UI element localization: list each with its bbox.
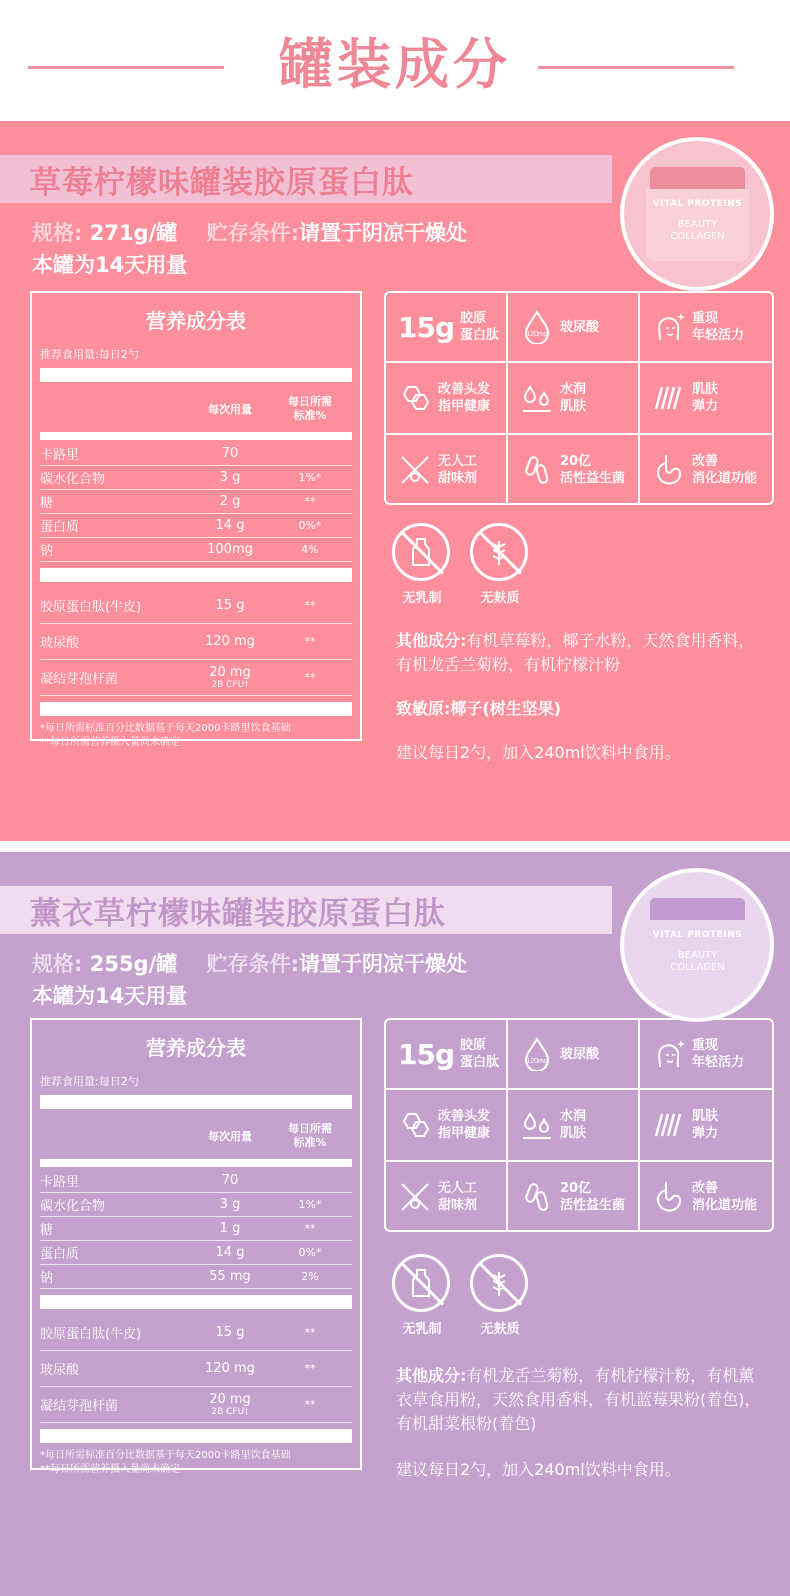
- benefit-grid: [384, 291, 774, 505]
- nutrient-name: 碳水化合物: [40, 472, 106, 487]
- nutrient-daily-value: **: [304, 495, 316, 508]
- col-per-serving: 每次用量: [208, 403, 252, 416]
- benefit-label: 改善 消化道功能: [692, 454, 758, 486]
- product-name: 薰衣草柠檬味罐装胶原蛋白肽: [0, 886, 612, 934]
- other-ingredients-value: 有机龙舌兰菊粉，有机柠檬汁粉，有机薰衣草食用粉，天然食用香料，有机蓝莓果粉(着色)，有机甜菜根粉(着色): [396, 1366, 761, 1433]
- nutrient-amount: 20 mg 2B CFU†: [209, 665, 251, 690]
- spec-value: 255g/罐: [89, 952, 178, 976]
- nutrient-daily-value: 4%: [301, 543, 319, 556]
- spec-label: 规格:: [32, 952, 83, 976]
- nutrient-amount: 120 mg: [205, 1361, 255, 1376]
- product-section-strawberry: [0, 121, 790, 841]
- allergen-value: 椰子(树生坚果): [450, 699, 562, 718]
- table-row: [40, 1315, 352, 1351]
- table-row: [40, 1351, 352, 1387]
- other-ingredients-label: 其他成分:: [396, 1366, 467, 1385]
- nutrient-amount: 55 mg: [209, 1269, 251, 1284]
- storage-label: 贮存条件:: [206, 952, 299, 976]
- benefit-label: 肌肤 弹力: [692, 382, 719, 414]
- nutrient-amount: 14 g: [215, 518, 245, 533]
- benefit-label: 无人工 甜味剂: [438, 1181, 478, 1213]
- other-ingredients: [396, 1364, 766, 1436]
- gluten-free-badge: [470, 1254, 530, 1337]
- table-row: [40, 466, 352, 490]
- benefit-label: 改善头发 指甲健康: [438, 1109, 491, 1141]
- benefit-label: 水润 肌肤: [560, 382, 587, 414]
- benefit-label: 肌肤 弹力: [692, 1109, 719, 1141]
- nutrient-name: 碳水化合物: [40, 1199, 106, 1214]
- svg-text:120mg: 120mg: [526, 331, 548, 338]
- free-from-badges: [392, 1254, 530, 1337]
- gluten-free-badge: [470, 523, 530, 606]
- gluten-free-label: 无麸质: [480, 591, 520, 606]
- nutrient-name: 钠: [40, 544, 54, 559]
- nutrient-amount: 100mg: [207, 542, 253, 557]
- storage-label: 贮存条件:: [206, 221, 299, 245]
- table-row: [40, 1193, 352, 1217]
- face-sparkle-icon: [652, 310, 686, 344]
- nutrient-daily-value: **: [304, 1398, 316, 1411]
- jar-lid: [650, 898, 745, 920]
- suggestion: 建议每日2勺，加入240ml饮料中食用。: [396, 1460, 681, 1479]
- benefit-label: 胶原 蛋白肽: [460, 311, 500, 343]
- spec-info: [32, 948, 467, 1012]
- table-divider: [40, 1429, 352, 1443]
- spec-label: 规格:: [32, 221, 83, 245]
- no-gluten-icon: [470, 1254, 528, 1312]
- nutrient-amount: 15 g: [215, 1325, 245, 1340]
- benefit-item: [640, 1020, 772, 1090]
- collagen-15g-icon: 15g: [398, 310, 455, 344]
- nutrient-name: 胶原蛋白肽(牛皮): [40, 600, 142, 615]
- benefit-label: 改善头发 指甲健康: [438, 382, 491, 414]
- face-sparkle-icon: [652, 1037, 686, 1071]
- nutrient-amount: 20 mg 2B CFU†: [209, 1392, 251, 1417]
- page-header: [0, 0, 790, 120]
- benefit-label: 胶原 蛋白肽: [460, 1038, 500, 1070]
- hyaluronic-acid-drop-icon: [520, 310, 554, 344]
- dairy-free-badge: [392, 523, 452, 606]
- no-sweetener-icon: [398, 1180, 432, 1214]
- spec-info: [32, 217, 467, 281]
- nutrient-amount: 14 g: [215, 1245, 245, 1260]
- table-row: [40, 588, 352, 624]
- suggestion: 建议每日2勺，加入240ml饮料中食用。: [396, 743, 681, 762]
- nutrient-name: 玻尿酸: [40, 636, 80, 651]
- product-section-lavender: [0, 852, 790, 1596]
- dairy-free-badge: [392, 1254, 452, 1337]
- jar-subtitle: BEAUTY COLLAGEN: [670, 219, 725, 242]
- benefit-label: 改善 消化道功能: [692, 1181, 758, 1213]
- hyaluronic-acid-drop-icon: [520, 1037, 554, 1071]
- benefit-grid: [384, 1018, 774, 1232]
- water-drops-icon: [520, 1108, 554, 1142]
- jar-lid: [650, 167, 745, 189]
- benefit-item: [386, 435, 508, 505]
- product-name: 草莓柠檬味罐装胶原蛋白肽: [0, 155, 612, 203]
- table-divider: [40, 1159, 352, 1167]
- product-jar-image: [620, 868, 774, 1022]
- table-row: [40, 490, 352, 514]
- benefit-item: [640, 1090, 772, 1162]
- nutrient-daily-value: **: [304, 1362, 316, 1375]
- days-note: 本罐为14天用量: [32, 984, 188, 1008]
- nutrient-daily-value: 1%*: [298, 1198, 322, 1211]
- col-daily-value: 每日所需 标准%: [288, 395, 332, 422]
- nutrient-daily-value: **: [304, 671, 316, 684]
- table-row: [40, 1387, 352, 1423]
- table-footnote: *每日所需标准百分比数据基于每天2000卡路里饮食基础 **每日所需营养摄入量尚未确定: [40, 723, 291, 748]
- nutrient-daily-value: 1%*: [298, 471, 322, 484]
- benefit-item: [508, 293, 640, 363]
- molecule-icon: [398, 1108, 432, 1142]
- gluten-free-label: 无麸质: [480, 1322, 520, 1337]
- nutrient-amount: 3 g: [219, 470, 241, 485]
- table-header: [40, 388, 352, 430]
- water-drops-icon: [520, 381, 554, 415]
- jar-subtitle: BEAUTY COLLAGEN: [670, 950, 725, 973]
- free-from-badges: [392, 523, 530, 606]
- nutrient-amount: 3 g: [219, 1197, 241, 1212]
- nutrient-name: 蛋白质: [40, 520, 80, 535]
- page-title: 罐装成分: [279, 33, 511, 96]
- benefit-item: [640, 293, 772, 363]
- nutrient-amount: 2 g: [219, 494, 241, 509]
- table-row: [40, 1217, 352, 1241]
- benefit-label: 水润 肌肤: [560, 1109, 587, 1141]
- table-row: [40, 1241, 352, 1265]
- no-gluten-icon: [470, 523, 528, 581]
- nutrient-amount: 15 g: [215, 598, 245, 613]
- nutrient-amount: 70: [221, 1173, 239, 1188]
- benefit-label: 重现 年轻活力: [692, 1038, 745, 1070]
- nutrient-name: 糖: [40, 1223, 54, 1238]
- storage-value: 请置于阴凉干燥处: [298, 952, 467, 976]
- benefit-item: [386, 363, 508, 435]
- benefit-item: [386, 1090, 508, 1162]
- nutrient-amount: 1 g: [219, 1221, 241, 1236]
- col-per-serving: 每次用量: [208, 1130, 252, 1143]
- nutrition-title: 营养成分表: [146, 309, 246, 333]
- benefit-item: [640, 435, 772, 505]
- serving-size: 推荐食用量:每日2勺: [40, 348, 139, 361]
- table-row: [40, 538, 352, 562]
- benefit-item: [508, 363, 640, 435]
- table-row: [40, 1265, 352, 1289]
- nutrient-daily-value: **: [304, 599, 316, 612]
- jar-body: [646, 920, 749, 992]
- benefit-item: [508, 1020, 640, 1090]
- nutrient-name: 玻尿酸: [40, 1363, 80, 1378]
- benefit-label: 玻尿酸: [560, 319, 600, 335]
- no-dairy-icon: [392, 1254, 450, 1312]
- table-header: [40, 1115, 352, 1157]
- table-row: [40, 660, 352, 696]
- table-row: [40, 442, 352, 466]
- allergen-label: 致敏原:: [396, 699, 451, 718]
- table-divider: [40, 432, 352, 440]
- benefit-item: [386, 1162, 508, 1232]
- benefit-item: [640, 363, 772, 435]
- nutrient-name: 钠: [40, 1271, 54, 1286]
- table-row: [40, 1169, 352, 1193]
- spring-icon: [652, 381, 686, 415]
- nutrient-amount: 70: [221, 446, 239, 461]
- no-sweetener-icon: [398, 453, 432, 487]
- nutrition-title: 营养成分表: [146, 1036, 246, 1060]
- benefit-item: [508, 1162, 640, 1232]
- benefit-item: [386, 293, 508, 363]
- benefit-item: [508, 435, 640, 505]
- benefit-label: 20亿 活性益生菌: [560, 454, 626, 486]
- probiotic-icon: [520, 453, 554, 487]
- other-ingredients-value: 有机草莓粉，椰子水粉，天然食用香料，有机龙舌兰菊粉，有机柠檬汁粉: [396, 631, 755, 674]
- jar-brand: VITAL PROTEINS: [652, 199, 743, 209]
- benefit-item: [386, 1020, 508, 1090]
- nutrient-amount: 120 mg: [205, 634, 255, 649]
- benefit-label: 玻尿酸: [560, 1046, 600, 1062]
- product-jar-image: [620, 137, 774, 291]
- table-divider: [40, 568, 352, 582]
- probiotic-icon: [520, 1180, 554, 1214]
- benefit-item: [508, 1090, 640, 1162]
- nutrient-name: 胶原蛋白肽(牛皮): [40, 1327, 142, 1342]
- other-ingredients: [396, 629, 766, 677]
- nutrient-name: 卡路里: [40, 448, 80, 463]
- collagen-15g-icon: 15g: [398, 1037, 455, 1071]
- no-dairy-icon: [392, 523, 450, 581]
- nutrient-name: 凝结芽孢杆菌: [40, 672, 119, 687]
- storage-value: 请置于阴凉干燥处: [298, 221, 467, 245]
- allergen-info: [396, 697, 766, 721]
- table-divider: [40, 368, 352, 382]
- table-row: [40, 514, 352, 538]
- benefit-label: 无人工 甜味剂: [438, 454, 478, 486]
- nutrient-daily-value: 0%*: [298, 1246, 322, 1259]
- svg-text:120mg: 120mg: [526, 1058, 548, 1065]
- nutrient-name: 糖: [40, 496, 54, 511]
- benefit-label: 20亿 活性益生菌: [560, 1181, 626, 1213]
- spring-icon: [652, 1108, 686, 1142]
- nutrient-name: 蛋白质: [40, 1247, 80, 1262]
- dairy-free-label: 无乳制: [402, 1322, 442, 1337]
- serving-size: 推荐食用量:每日2勺: [40, 1075, 139, 1088]
- stomach-icon: [652, 453, 686, 487]
- spec-value: 271g/罐: [89, 221, 178, 245]
- nutrient-name: 凝结芽孢杆菌: [40, 1399, 119, 1414]
- jar-body: [646, 189, 749, 261]
- nutrient-daily-value: **: [304, 635, 316, 648]
- table-divider: [40, 1095, 352, 1109]
- nutrient-name: 卡路里: [40, 1175, 80, 1190]
- nutrient-daily-value: **: [304, 1222, 316, 1235]
- dairy-free-label: 无乳制: [402, 591, 442, 606]
- table-footnote: *每日所需标准百分比数据基于每天2000卡路里饮食基础 **每日所需营养摄入量尚未确定: [40, 1450, 291, 1475]
- col-daily-value: 每日所需 标准%: [288, 1122, 332, 1149]
- days-note: 本罐为14天用量: [32, 253, 188, 277]
- benefit-item: [640, 1162, 772, 1232]
- jar-brand: VITAL PROTEINS: [652, 930, 743, 940]
- nutrition-table: [30, 291, 362, 748]
- table-divider: [40, 702, 352, 716]
- molecule-icon: [398, 381, 432, 415]
- stomach-icon: [652, 1180, 686, 1214]
- nutrition-table: [30, 1018, 362, 1475]
- benefit-label: 重现 年轻活力: [692, 311, 745, 343]
- table-row: [40, 624, 352, 660]
- nutrient-daily-value: 2%: [301, 1270, 319, 1283]
- nutrient-daily-value: 0%*: [298, 519, 322, 532]
- table-divider: [40, 1295, 352, 1309]
- other-ingredients-label: 其他成分:: [396, 631, 467, 650]
- nutrient-daily-value: **: [304, 1326, 316, 1339]
